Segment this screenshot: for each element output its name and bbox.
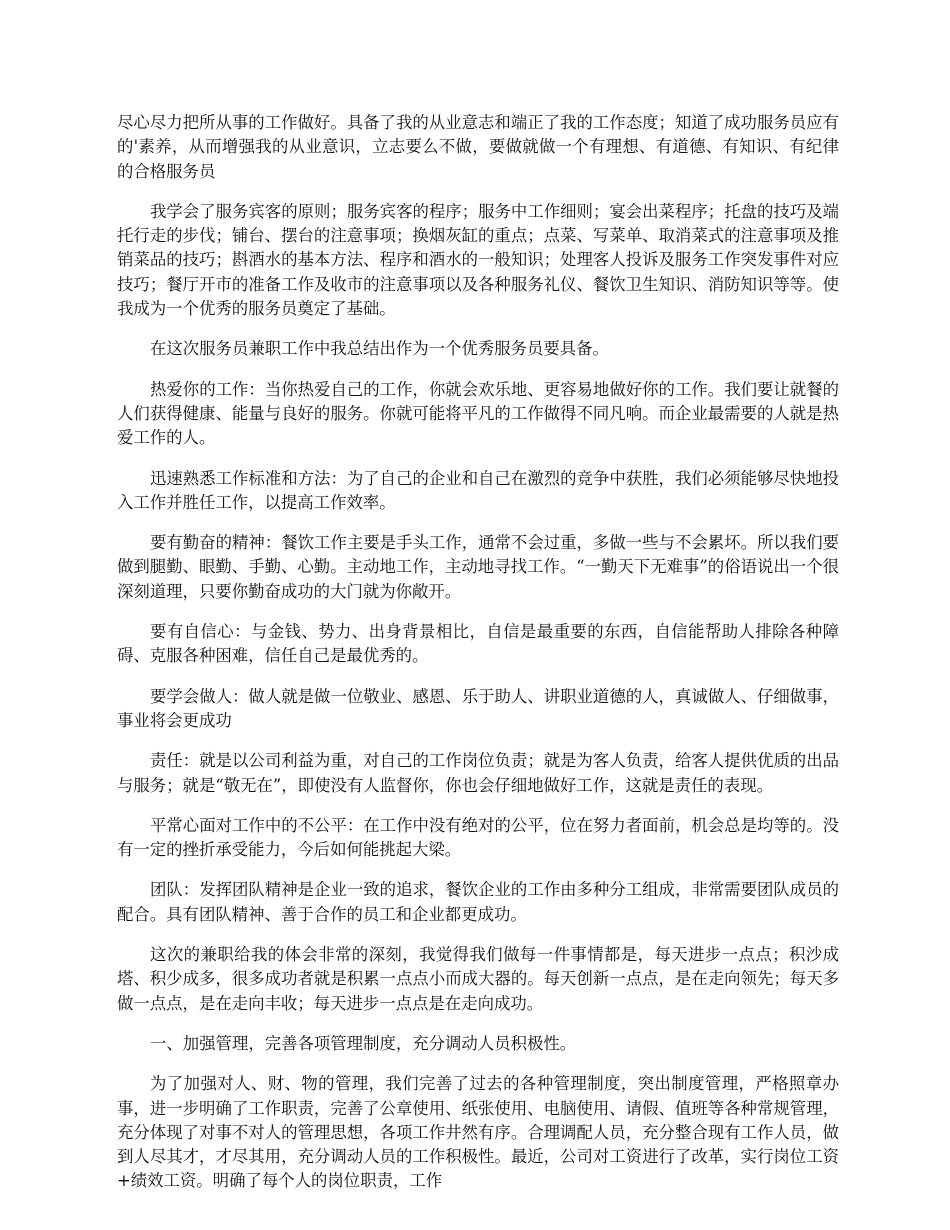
paragraph-2: 我学会了服务宾客的原则；服务宾客的程序；服务中工作细则；宴会出菜程序；托盘的技巧及端托行走的步伐；铺台、摆台的注意事项；换烟灰缸的重点；点菜、写菜单、取消菜式的注意事项及推销菜品的技巧；斟酒水的基本方法、程序和酒水的一般知识；处理客人投诉及服务工作突发事件对应技巧；餐厅开市的准备工作及收市的注意事项以及各种服务礼仪、餐饮卫生知识、消防知识等等。使我成为一个优秀的服务员奠定了基础。 — [117, 201, 839, 319]
paragraph-3: 在这次服务员兼职工作中我总结出作为一个优秀服务员要具备。 — [150, 339, 609, 359]
paragraph-4: 热爱你的工作：当你热爱自己的工作，你就会欢乐地、更容易地做好你的工作。我们要让就餐的人们获得健康、能量与良好的服务。你就可能将平凡的工作做得不同凡响。而企业最需要的人就是热爱工作的人。 — [117, 379, 839, 448]
paragraph-11: 团队：发挥团队精神是企业一致的追求，餐饮企业的工作由多种分工组成，非常需要团队成员的配合。具有团队精神、善于合作的员工和企业都更成功。 — [117, 880, 839, 924]
paragraph-6: 要有勤奋的精神：餐饮工作主要是手头工作，通常不会过重，多做一些与不会累坏。所以我们要做到腿勤、眼勤、手勤、心勤。主动地工作，主动地寻找工作。“一勤天下无难事”的俗语说出一个很深刻道理，只要你勤奋成功的大门就为你敞开。 — [117, 533, 839, 601]
paragraph-14: 为了加强对人、财、物的管理，我们完善了过去的各种管理制度，突出制度管理，严格照章办事，进一步明确了工作职责，完善了公章使用、纸张使用、电脑使用、请假、值班等各种常规管理，充分体现了对事不对人的管理思想，各项工作井然有序。合理调配人员，充分整合现有工作人员，做到人尽其才，才尽其用，充分调动人员的工作积极性。最近，公司对工资进行了改革，实行岗位工资+绩效工资。明确了每个人的岗位职责，工作 — [117, 1074, 839, 1191]
paragraph-1: 尽心尽力把所从事的工作做好。具备了我的从业意志和端正了我的工作态度；知道了成功服务员应有的'素养，从而增强我的从业意识，立志要么不做，要做就做一个有理想、有道德、有知识、有纪律的合格服务员 — [117, 113, 839, 181]
paragraph-12: 这次的兼职给我的体会非常的深刻，我觉得我们做每一件事情都是，每天进步一点点；积沙成塔、积少成多，很多成功者就是积累一点点小而成大器的。每天创新一点点，是在走向领先；每天多做一点点，是在走向丰收；每天进步一点点是在走向成功。 — [117, 945, 839, 1013]
section-heading: 一、加强管理，完善各项管理制度，充分调动人员积极性。 — [150, 1033, 577, 1053]
paragraph-8: 要学会做人：做人就是做一位敬业、感恩、乐于助人、讲职业道德的人，真诚做人、仔细做事，事业将会更成功 — [117, 686, 839, 730]
paragraph-5: 迅速熟悉工作标准和方法：为了自己的企业和自己在激烈的竞争中获胜，我们必须能够尽快地投入工作并胜任工作，以提高工作效率。 — [117, 468, 839, 512]
paragraph-10: 平常心面对工作中的不公平：在工作中没有绝对的公平，位在努力者面前，机会总是均等的。没有一定的挫折承受能力，今后如何能挑起大梁。 — [117, 815, 839, 860]
document-body — [117, 111, 839, 1210]
paragraph-7: 要有自信心：与金钱、势力、出身背景相比，自信是最重要的东西，自信能帮助人排除各种障碍、克服各种困难，信任自己是最优秀的。 — [117, 622, 839, 666]
paragraph-9: 责任：就是以公司利益为重，对自己的工作岗位负责；就是为客人负责，给客人提供优质的出品与服务；就是“敬无在”，即使没有人监督你，你也会仔细地做好工作，这就是责任的表现。 — [117, 751, 839, 795]
